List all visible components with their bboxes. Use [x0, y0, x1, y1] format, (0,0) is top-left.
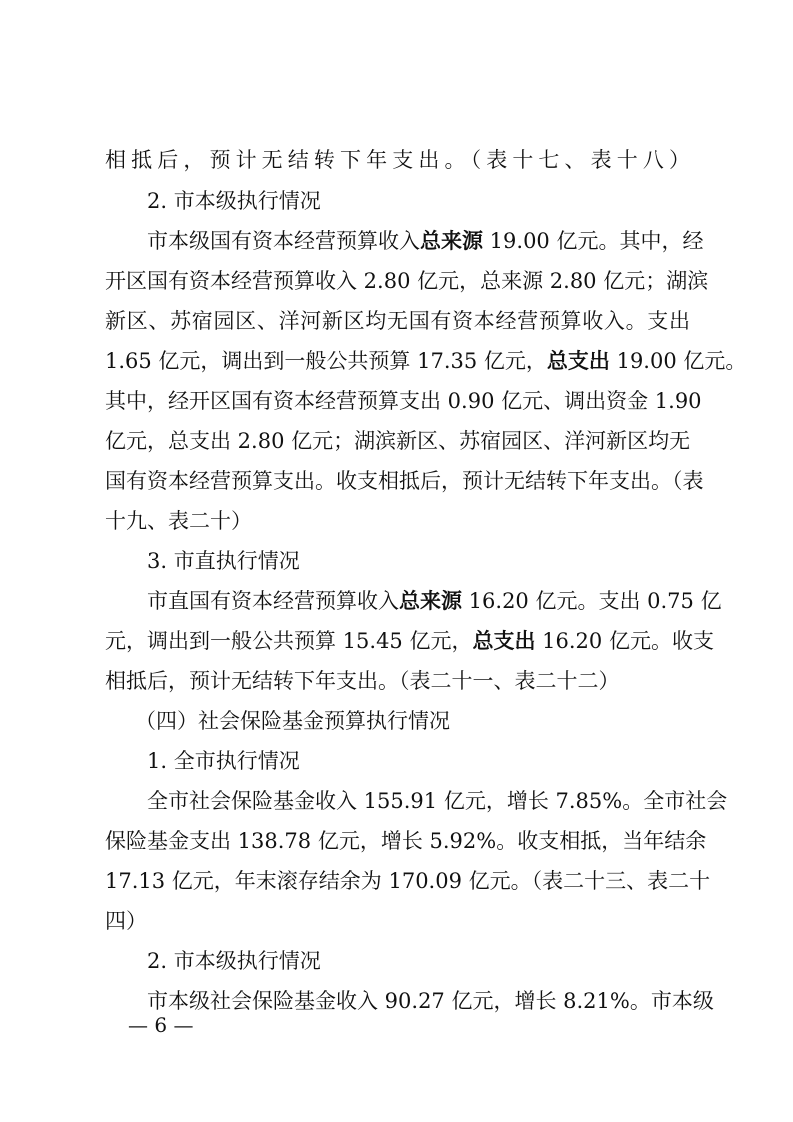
- paragraph-line: 17.13 亿元，年末滚存结余为 170.09 亿元。（表二十三、表二十: [105, 869, 711, 893]
- paragraph-line: 其中，经开区国有资本经营预算支出 0.90 亿元、调出资金 1.90: [105, 389, 702, 413]
- paragraph-line: 新区、苏宿园区、洋河新区均无国有资本经营预算收入。支出: [105, 309, 690, 333]
- bold-term: 总支出: [472, 629, 536, 653]
- paragraph-line: [105, 626, 714, 656]
- paragraph-line: 四）: [105, 909, 147, 933]
- section-heading: （四）社会保险基金预算执行情况: [135, 709, 450, 733]
- section-heading: 2. 市本级执行情况: [147, 949, 321, 973]
- paragraph-line: 相抵后，预计无结转下年支出。（表十七、表十八）: [105, 148, 690, 172]
- section-heading: 2. 市本级执行情况: [147, 189, 321, 213]
- paragraph-line: [147, 586, 722, 616]
- text-run: 19.00 亿元。其中，经: [483, 229, 704, 253]
- text-run: 市直国有资本经营预算收入: [147, 589, 399, 613]
- paragraph-line: [105, 346, 747, 376]
- paragraph-line: 开区国有资本经营预算收入 2.80 亿元，总来源 2.80 亿元；湖滨: [105, 269, 709, 293]
- text-run: 市本级国有资本经营预算收入: [147, 229, 420, 253]
- text-run: 19.00 亿元。: [609, 349, 747, 373]
- paragraph-line: 相抵后，预计无结转下年支出。（表二十一、表二十二）: [105, 669, 620, 693]
- paragraph-line: 市本级社会保险基金收入 90.27 亿元，增长 8.21%。市本级: [147, 989, 714, 1013]
- section-heading: 3. 市直执行情况: [147, 549, 300, 573]
- page-number: — 6 —: [128, 1013, 194, 1037]
- paragraph-line: [147, 226, 704, 256]
- paragraph-line: 亿元，总支出 2.80 亿元；湖滨新区、苏宿园区、洋河新区均无: [105, 429, 691, 453]
- bold-term: 总来源: [399, 589, 462, 613]
- paragraph-line: 全市社会保险基金收入 155.91 亿元，增长 7.85%。全市社会: [147, 789, 728, 813]
- paragraph-line: 十九、表二十）: [105, 509, 252, 533]
- text-run: 元，调出到一般公共预算 15.45 亿元，: [105, 629, 473, 653]
- bold-term: 总支出: [546, 349, 610, 373]
- text-run: 16.20 亿元。支出 0.75 亿: [462, 589, 722, 613]
- section-heading: 1. 全市执行情况: [147, 749, 300, 773]
- bold-term: 总来源: [420, 229, 483, 253]
- text-run: 16.20 亿元。收支: [535, 629, 714, 653]
- paragraph-line: 国有资本经营预算支出。收支相抵后，预计无结转下年支出。（表: [105, 469, 704, 493]
- paragraph-line: 保险基金支出 138.78 亿元，增长 5.92%。收支相抵，当年结余: [105, 829, 707, 853]
- text-run: 1.65 亿元，调出到一般公共预算 17.35 亿元，: [105, 349, 547, 373]
